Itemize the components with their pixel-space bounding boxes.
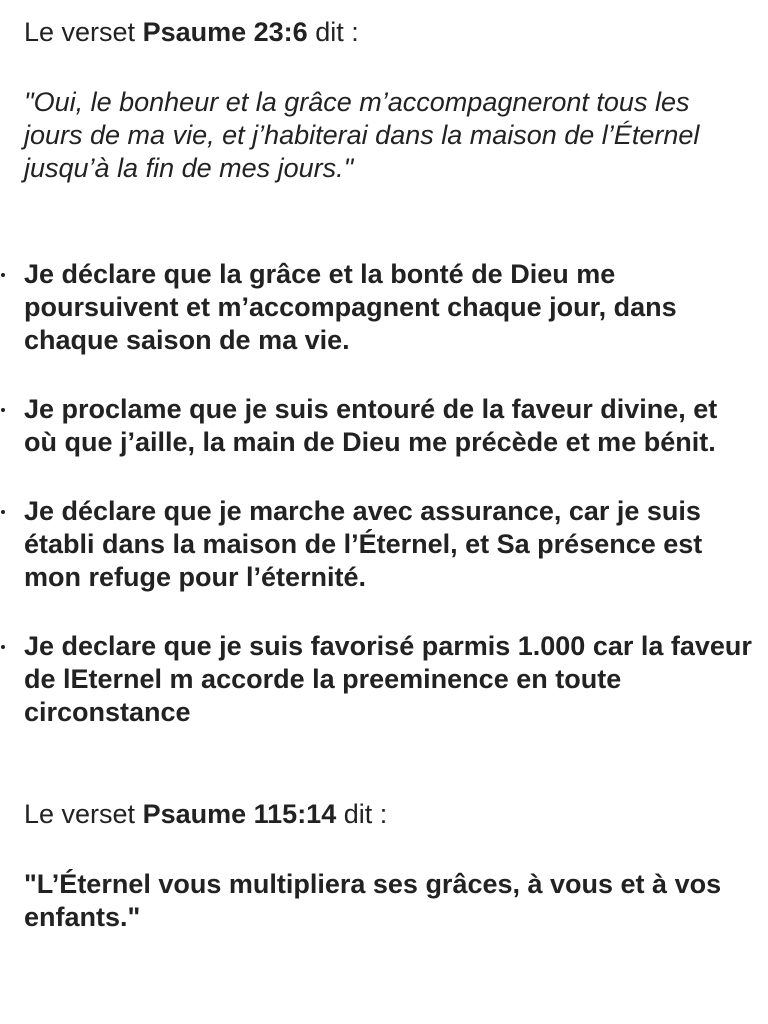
verse-quote-2: "L’Éternel vous multipliera ses grâces, à vous et à vos enfants.": [24, 869, 722, 932]
bullet-dot-icon: [0, 393, 6, 426]
declaration-item: [24, 258, 754, 357]
bullet-dot-icon: [0, 630, 6, 663]
verse-reference-2: Psaume 115:14: [142, 799, 337, 829]
verse-intro: [24, 16, 754, 49]
declaration-item: [24, 495, 754, 594]
verse-intro-suffix: dit :: [315, 17, 359, 47]
verse-intro-suffix-2: dit :: [343, 799, 388, 829]
verse-quote: "Oui, le bonheur et la grâce m’accompagneront tous les jours de ma vie, et j’habiterai dans la maison de l’Éternel jusqu’à la fin de mes jours.": [24, 87, 700, 183]
declaration-text: Je declare que je suis favorisé parmis 1.000 car la faveur de lEternel m accorde la preeminence en toute circonstance: [24, 631, 752, 727]
verse-intro-prefix-2: Le verset: [24, 799, 136, 829]
declaration-text: Je proclame que je suis entouré de la faveur divine, et où que j’aille, la main de Dieu me précède et me bénit.: [24, 394, 718, 457]
declaration-item: [24, 393, 754, 459]
bullet-dot-icon: [0, 258, 6, 291]
declaration-text: Je déclare que la grâce et la bonté de Dieu me poursuivent et m’accompagnent chaque jour, dans chaque saison de ma vie.: [24, 259, 677, 355]
verse-intro-2: [24, 798, 754, 831]
bullet-dot-icon: [0, 495, 6, 528]
declaration-text: Je déclare que je marche avec assurance, car je suis établi dans la maison de l’Éternel, et Sa présence est mon refuge pour l’éternité.: [24, 496, 703, 592]
declaration-item: [24, 630, 754, 729]
verse-intro-prefix: Le verset: [24, 17, 136, 47]
verse-reference: Psaume 23:6: [142, 17, 308, 47]
declarations-list: [24, 258, 754, 765]
